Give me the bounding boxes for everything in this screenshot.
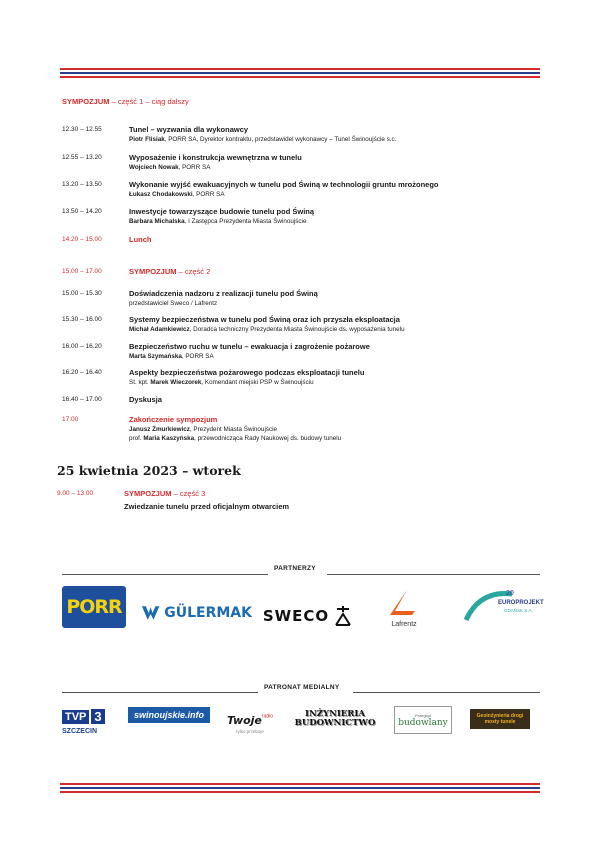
day3-session [57, 489, 537, 512]
gulermak-logo: GÜLERMAK [140, 600, 252, 626]
agenda-title: SYMPOZJUM – część 3 [124, 489, 206, 498]
agenda-title: Doświadczenia nadzoru z realizacji tunelu pod Świną [129, 289, 318, 298]
agenda-title: Systemy bezpieczeństwa w tunelu pod Świną oraz ich przyszła eksploatacja [129, 315, 400, 324]
agenda-item [62, 315, 542, 334]
agenda-speaker: Łukasz Chodakowski, PORR SA [129, 191, 225, 198]
top-decorative-stripes [60, 68, 540, 80]
session-header: SYMPOZJUM – część 1 – ciąg dalszy [62, 97, 189, 106]
porr-logo: PORR [62, 586, 126, 628]
agenda-item [62, 415, 542, 443]
agenda-item [62, 368, 542, 387]
divider-line [62, 692, 258, 693]
agenda-title: Wyposażenie i konstrukcja wewnętrzna w tunelu [129, 153, 302, 162]
agenda-title: Bezpieczeństwo ruchu w tunelu – ewakuacja i zagrożenie pożarowe [129, 342, 370, 351]
agenda-speaker: Michał Adamkiewicz, Doradca techniczny Prezydenta Miasta Świnoujście ds. wyposażenia tunelu [129, 326, 405, 333]
agenda-item [62, 180, 542, 199]
europrojekt-arc-icon [460, 586, 536, 626]
agenda-time: 15.30 – 16.00 [62, 316, 102, 323]
agenda-speaker: Janusz Żmurkiewicz, Prezydent Miasta Świnoujście [129, 426, 278, 433]
agenda-speaker: prof. Maria Kaszyńska, przewodnicząca Rady Naukowej ds. budowy tunelu [129, 435, 342, 442]
agenda-title: Inwestycje towarzyszące budowie tunelu pod Świną [129, 207, 315, 216]
agenda-title: Zakończenie sympozjum [129, 415, 218, 424]
inzynieria-budownictwo-logo: INŻYNIERIA BUDOWNICTWO [294, 709, 376, 728]
agenda-item [62, 342, 542, 361]
agenda-time: 15.00 – 15.30 [62, 290, 102, 297]
sweco-logo: SWECO [258, 603, 358, 629]
partners-label: PARTNERZY [274, 565, 316, 572]
agenda-item [62, 207, 542, 226]
agenda-speaker: Barbara Michalska, I Zastępca Prezydenta Miasta Świnoujście [129, 218, 307, 225]
agenda-title: Dyskusja [129, 395, 162, 404]
przeglad-budowlany-logo: Przegląd budowlany [394, 706, 452, 734]
divider-line [353, 692, 540, 693]
agenda-title: Aspekty bezpieczeństwa pożarowego podczas eksploatacji tunelu [129, 368, 365, 377]
agenda-time: 16.00 – 16.20 [62, 343, 102, 350]
agenda-speaker: Wojciech Nowak, PORR SA [129, 164, 211, 171]
agenda-title: Tunel – wyzwania dla wykonawcy [129, 125, 249, 134]
agenda-time: 13.50 – 14.20 [62, 208, 102, 215]
agenda-item [62, 153, 542, 172]
geoinzynieria-logo: Geoinżynieria drogi mosty tunele [470, 709, 530, 729]
agenda-time: 14.20 – 15.00 [62, 236, 102, 243]
agenda-speaker: St. kpt. Marek Wieczorek, Komendant miejski PSP w Świnoujściu [129, 379, 314, 386]
agenda-item [62, 235, 542, 245]
agenda-time: 16.20 – 16.40 [62, 369, 102, 376]
divider-line [327, 574, 540, 575]
divider-line [62, 574, 268, 575]
agenda-time: 9.00 – 13.00 [57, 490, 94, 497]
agenda-speaker: Marta Szymańska, PORR SA [129, 353, 214, 360]
agenda-time: 12.55 – 13.20 [62, 154, 102, 161]
agenda-item [62, 395, 542, 405]
agenda-speaker: przedstawiciel Sweco / Lafrentz [129, 300, 218, 307]
agenda-subtitle: Zwiedzanie tunelu przed oficjalnym otwarciem [124, 502, 290, 511]
agenda-time: 16.40 – 17.00 [62, 396, 102, 403]
lafrentz-mark-icon [389, 589, 419, 621]
media-label: PATRONAT MEDIALNY [264, 684, 340, 691]
twoje-radio-logo: Twoje$^{radio}$ tylko przeboje [226, 713, 274, 734]
agenda-title: Lunch [129, 235, 152, 244]
swinoujskie-logo: swinoujskie.info [128, 707, 210, 723]
agenda-title: SYMPOZJUM – część 2 [129, 267, 211, 276]
tvp3-logo: TVP 3 SZCZECIN [62, 706, 114, 738]
day-heading: 25 kwietnia 2023 – wtorek [57, 463, 241, 478]
lafrentz-logo: Lafrentz [383, 585, 425, 631]
agenda-time: 15.00 – 17.00 [62, 268, 102, 275]
sweco-mark-icon [333, 605, 353, 627]
gulermak-mark-icon [140, 603, 161, 623]
agenda-speaker: Piotr Flisiak, PORR SA, Dyrektor kontraktu, przedstawidel wykonawcy – Tunel Świnoujście s.c. [129, 136, 397, 143]
agenda-item [62, 267, 542, 277]
agenda-title: Wykonanie wyjść ewakuacyjnych w tunelu pod Świną w technologii gruntu mrożonego [129, 180, 439, 189]
agenda-time: 12.30 – 12.55 [62, 126, 102, 133]
agenda-item [62, 289, 542, 308]
agenda-time: 17.00 [62, 416, 79, 423]
agenda-item [62, 125, 542, 144]
bottom-decorative-stripes [60, 783, 540, 795]
europrojekt-logo: 20 EUROPROJEKT GDAŃSK S.A. [460, 586, 536, 626]
agenda-time: 13.20 – 13.50 [62, 181, 102, 188]
